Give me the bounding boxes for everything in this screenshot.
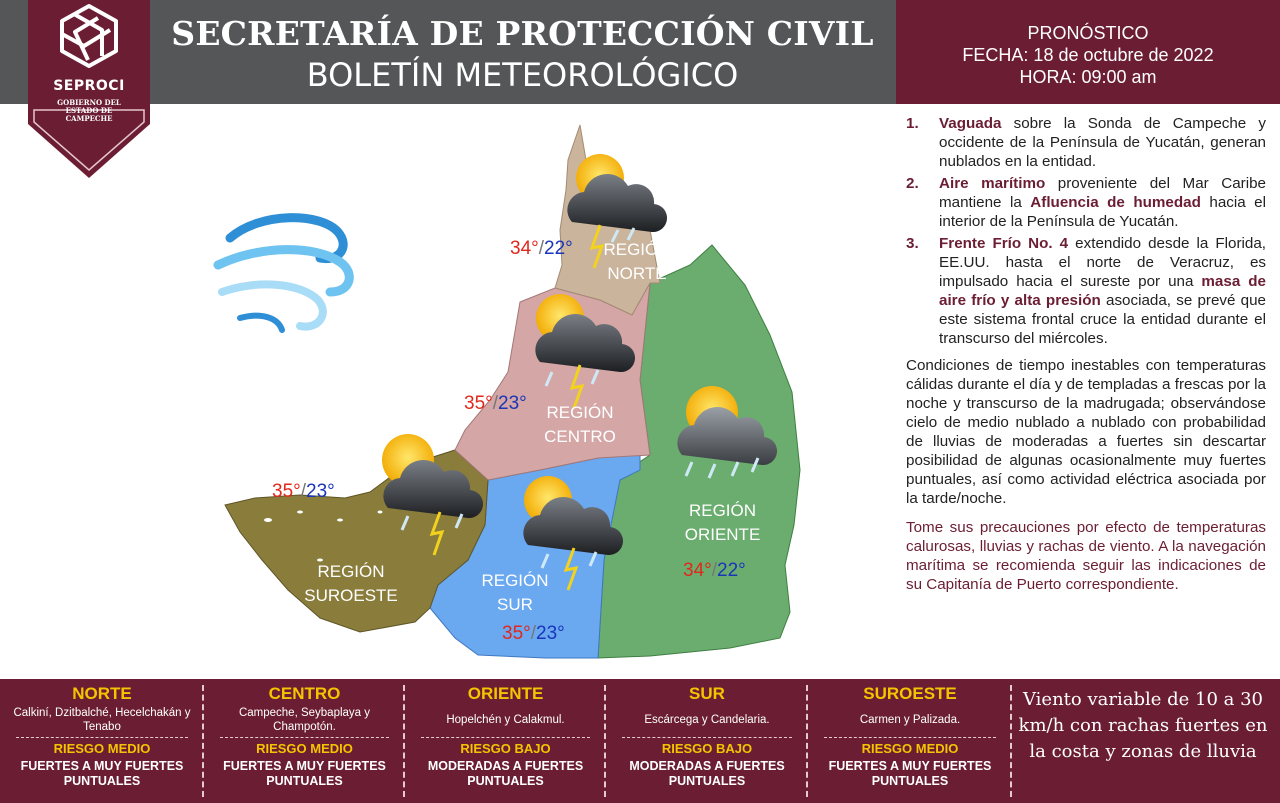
region-label-oriente xyxy=(675,499,770,547)
footer-region-norte xyxy=(0,679,204,803)
region-label-line2: SUROESTE xyxy=(304,586,398,605)
temp-high: 35° xyxy=(272,481,301,502)
footer-separator xyxy=(824,737,996,738)
footer-risk-description: FUERTES A MUY FUERTES PUNTUALES xyxy=(828,759,992,788)
note-number: 3. xyxy=(906,235,919,252)
footer-region-towns: Escárcega y Candelaria. xyxy=(644,714,770,726)
seproci-logo xyxy=(28,0,150,178)
forecast-label: PRONÓSTICO xyxy=(1027,23,1149,43)
note-highlight: Afluencia de humedad xyxy=(1030,194,1201,211)
region-label-line2: NORTE xyxy=(607,264,667,283)
temp-low: 23° xyxy=(536,623,565,644)
footer-risk-bar xyxy=(0,679,1280,803)
note-segment: extendido desde la Florida, EE.UU. hasta el norte de Veracruz, es impulsado hacia el sureste por una xyxy=(939,235,1267,290)
footer-region-name: SUROESTE xyxy=(863,684,957,703)
footer-separator xyxy=(622,737,792,738)
temp-low: 23° xyxy=(306,481,335,502)
note-highlight: Aire marítimo xyxy=(939,175,1046,192)
logo-subtitle xyxy=(28,99,150,123)
temp-separator: / xyxy=(711,560,718,581)
page-subtitle: BOLETÍN METEOROLÓGICO xyxy=(306,56,739,94)
footer-region-towns: Campeche, Seybaplaya y Champotón. xyxy=(238,707,371,733)
temp-high: 34° xyxy=(683,560,712,581)
temp-suroeste xyxy=(272,481,335,503)
temp-separator: / xyxy=(538,238,545,259)
footer-region-name: CENTRO xyxy=(268,684,341,703)
temp-low: 23° xyxy=(498,393,527,414)
temp-norte xyxy=(510,238,573,260)
temp-separator: / xyxy=(530,623,537,644)
temp-oriente xyxy=(683,560,746,582)
region-label-line1: REGIÓN xyxy=(481,571,549,590)
weather-notes xyxy=(906,114,1266,594)
footer-region-name: SUR xyxy=(689,684,725,703)
region-label-line2: CENTRO xyxy=(544,427,616,446)
temp-sur xyxy=(502,623,565,645)
footer-risk-level: RIESGO MEDIO xyxy=(53,741,151,756)
footer-risk-description: FUERTES A MUY FUERTES PUNTUALES xyxy=(223,759,386,788)
note-text xyxy=(939,174,1266,231)
footer-region-centro xyxy=(204,679,405,803)
temp-separator: / xyxy=(492,393,499,414)
forecast-date: FECHA: 18 de octubre de 2022 xyxy=(962,45,1214,65)
region-label-line1: REGIÓN xyxy=(603,240,671,259)
note-segment: hacia el interior de la Península de Yucatán. xyxy=(939,194,1266,230)
footer-region-name: NORTE xyxy=(72,684,132,703)
conditions-paragraph: Condiciones de tiempo inestables con temperaturas cálidas durante el día y de templadas a frescas por la noche y transcurso de la madrugada; observándose cielo de medio nublado a nublado con probabilidad de lluvias de moderadas a fuertes sin descartar posibilidad de algunas ocasionalmente muy fuertes puntuales, así como actividad eléctrica asociada por la tarde/noche. xyxy=(906,357,1266,507)
footer-region-suroeste xyxy=(808,679,1012,803)
note-text xyxy=(939,114,1266,171)
note-text xyxy=(939,234,1266,348)
note-segment: asociada, se prevé que este sistema frontal cruce la entidad durante el transcurso del miércoles. xyxy=(939,292,1267,347)
footer-separator xyxy=(220,737,389,738)
note-highlight: masa de aire frío y alta presión xyxy=(939,273,1266,309)
region-label-line1: REGIÓN xyxy=(317,562,385,581)
temp-high: 35° xyxy=(464,393,493,414)
temp-low: 22° xyxy=(717,560,746,581)
temp-high: 34° xyxy=(510,238,539,259)
note-segment: sobre la Sonda de Campeche y occidente de la Península de Yucatán, generan nublados en la entidad. xyxy=(939,115,1266,170)
wind-forecast: Viento variable de 10 a 30 km/h con rachas fuertes en la costa y zonas de lluvia xyxy=(1018,689,1268,762)
region-label-line1: REGIÓN xyxy=(546,403,614,422)
temp-separator: / xyxy=(300,481,307,502)
note-item xyxy=(906,174,1266,231)
region-label-line1: REGIÓN xyxy=(688,501,757,520)
temp-high: 35° xyxy=(502,623,531,644)
wind-icon xyxy=(218,218,349,330)
region-label-norte xyxy=(592,238,682,286)
footer-risk-level: RIESGO MEDIO xyxy=(256,741,353,756)
campeche-map xyxy=(0,104,900,679)
temp-centro xyxy=(464,393,527,415)
footer-separator xyxy=(16,737,188,738)
region-label-line2: SUR xyxy=(497,595,533,614)
footer-region-towns: Calkiní, Dzitbalché, Hecelchakán y Tenabo xyxy=(13,707,191,733)
note-highlight: Frente Frío No. 4 xyxy=(939,235,1069,252)
footer-region-name: ORIENTE xyxy=(467,684,544,703)
region-label-centro xyxy=(535,401,625,449)
region-label-sur xyxy=(470,569,560,617)
footer-risk-level: RIESGO MEDIO xyxy=(861,741,959,756)
note-segment: proveniente del Mar Caribe mantiene la xyxy=(939,175,1266,211)
note-number: 1. xyxy=(906,115,919,132)
forecast-box xyxy=(896,0,1280,104)
footer-risk-level: RIESGO BAJO xyxy=(661,741,753,756)
footer-region-sur xyxy=(606,679,808,803)
footer-risk-description: FUERTES A MUY FUERTES PUNTUALES xyxy=(20,759,184,788)
forecast-time: HORA: 09:00 am xyxy=(1019,67,1157,87)
logo-subtitle-text: GOBIERNO DEL ESTADO DE CAMPECHE xyxy=(57,98,121,123)
footer-risk-level: RIESGO BAJO xyxy=(460,741,551,756)
footer-risk-description: MODERADAS A FUERTES PUNTUALES xyxy=(427,759,584,788)
footer-region-oriente xyxy=(405,679,606,803)
footer-risk-description: MODERADAS A FUERTES PUNTUALES xyxy=(629,759,785,788)
page-title: SECRETARÍA DE PROTECCIÓN CIVIL xyxy=(171,14,874,53)
footer-region-towns: Hopelchén y Calakmul. xyxy=(446,714,565,726)
temp-low: 22° xyxy=(544,238,573,259)
region-label-line2: ORIENTE xyxy=(684,525,761,544)
logo-name: SEPROCI xyxy=(53,78,125,94)
note-number: 2. xyxy=(906,175,919,192)
precautions-paragraph: Tome sus precauciones por efecto de temperaturas calurosas, lluvias y rachas de viento. A la navegación marítima se recomienda seguir las indicaciones de su Capitanía de Puerto correspondiente. xyxy=(906,519,1266,593)
footer-separator xyxy=(421,737,590,738)
region-label-suroeste xyxy=(292,560,410,608)
note-item xyxy=(906,234,1266,348)
note-item xyxy=(906,114,1266,171)
footer-region-towns: Carmen y Palizada. xyxy=(859,714,961,726)
note-highlight: Vaguada xyxy=(939,115,1002,132)
